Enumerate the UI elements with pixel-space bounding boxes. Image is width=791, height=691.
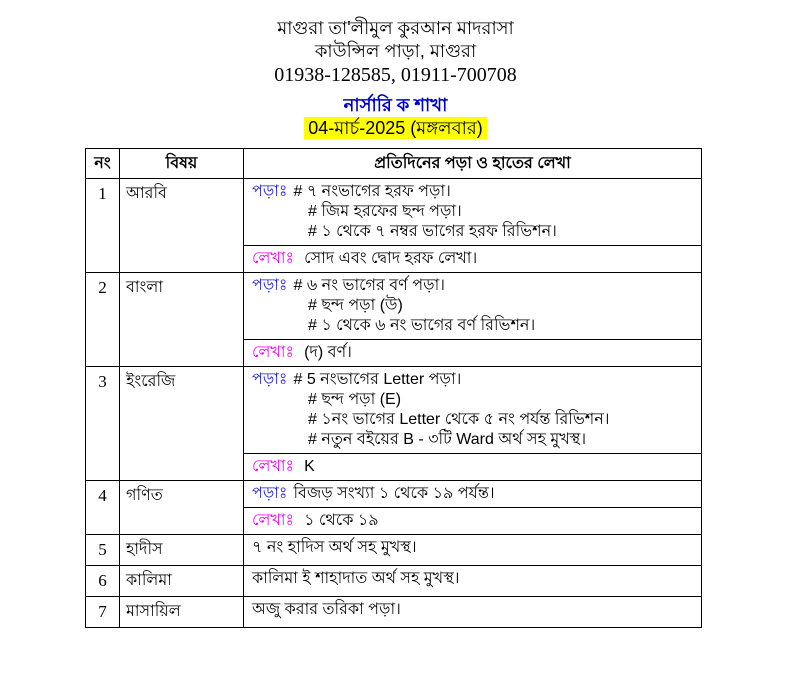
lesson-cell: কালিমা ই শাহাদাত অর্থ সহ মুখস্থ। xyxy=(244,566,702,597)
table-row xyxy=(86,179,702,246)
pora-line: # জিম হরফের ছন্দ পড়া। xyxy=(308,203,462,220)
lekha-cell xyxy=(244,454,702,481)
subject-cell: ইংরেজি xyxy=(120,367,244,481)
pora-label: পড়াঃ xyxy=(252,277,288,294)
column-header-serial: নং xyxy=(86,149,120,179)
column-header-subject: বিষয় xyxy=(120,149,244,179)
subject-cell: গণিত xyxy=(120,481,244,535)
lekha-text: (দ) বর্ণ। xyxy=(304,344,352,361)
pora-cell xyxy=(244,481,702,508)
table-row xyxy=(86,367,702,454)
lekha-text: ১ থেকে ১৯ xyxy=(304,512,379,529)
lekha-text: K xyxy=(304,458,315,475)
table-header-row xyxy=(86,149,702,179)
lekha-text: সোদ এবং দ্বোদ হরফ লেখা। xyxy=(304,250,478,267)
pora-label: পড়াঃ xyxy=(252,183,288,200)
class-section-title: নার্সারি ক শাখা xyxy=(343,95,448,115)
date-highlight: 04-মার্চ-2025 (মঙ্গলবার) xyxy=(304,117,486,139)
pora-line xyxy=(252,276,693,296)
lekha-label: লেখাঃ xyxy=(252,458,295,475)
lekha-cell xyxy=(244,340,702,367)
pora-line: # ১নং ভাগের Letter থেকে ৫ নং পর্যন্ত রিভিশন। xyxy=(308,411,610,428)
pora-line xyxy=(252,182,693,202)
pora-text: # ৭ নংভাগের হরফ পড়া। xyxy=(293,183,451,200)
lekha-label: লেখাঃ xyxy=(252,512,295,529)
pora-line: # ১ থেকে ৬ নং ভাগের বর্ণ রিভিশন। xyxy=(308,317,536,334)
pora-line xyxy=(252,370,693,390)
pora-cell xyxy=(244,367,702,454)
document-header xyxy=(0,16,791,139)
lesson-cell: অজু করার তরিকা পড়া। xyxy=(244,597,702,628)
subject-cell: বাংলা xyxy=(120,273,244,367)
pora-line: # ১ থেকে ৭ নম্বর ভাগের হরফ রিভিশন। xyxy=(308,223,557,240)
lekha-cell xyxy=(244,508,702,535)
pora-label: পড়াঃ xyxy=(252,371,288,388)
pora-line: # ছন্দ পড়া (উ) xyxy=(308,297,403,314)
phone-numbers: 01938-128585, 01911-700708 xyxy=(274,64,517,86)
pora-line: # নতুন বইয়ের B - ৩টি Ward অর্থ সহ মুখস্থ। xyxy=(308,431,587,448)
column-header-lesson: প্রতিদিনের পড়া ও হাতের লেখা xyxy=(244,149,702,179)
subject-cell: মাসায়িল xyxy=(120,597,244,628)
pora-text: বিজড় সংখ্যা ১ থেকে ১৯ পর্যন্ত। xyxy=(293,485,495,502)
pora-cell xyxy=(244,179,702,246)
lesson-cell: ৭ নং হাদিস অর্থ সহ মুখস্থ। xyxy=(244,535,702,566)
table-row xyxy=(86,273,702,340)
pora-line: # ছন্দ পড়া (E) xyxy=(308,391,402,408)
pora-cell xyxy=(244,273,702,340)
serial-cell: 4 xyxy=(86,481,120,535)
lekha-cell xyxy=(244,246,702,273)
table-row xyxy=(86,481,702,508)
date-line xyxy=(0,117,791,139)
table-row xyxy=(86,597,702,628)
serial-cell: 6 xyxy=(86,566,120,597)
pora-text: # 5 নংভাগের Letter পড়া। xyxy=(293,371,462,388)
subject-cell: হাদীস xyxy=(120,535,244,566)
org-name: মাগুরা তা'লীমুল কুরআন মাদরাসা xyxy=(277,18,514,38)
lekha-label: লেখাঃ xyxy=(252,344,295,361)
serial-cell: 3 xyxy=(86,367,120,481)
org-address: কাউন্সিল পাড়া, মাগুরা xyxy=(314,41,477,61)
table-row xyxy=(86,535,702,566)
lekha-label: লেখাঃ xyxy=(252,250,295,267)
serial-cell: 7 xyxy=(86,597,120,628)
subject-cell: আরবি xyxy=(120,179,244,273)
pora-line xyxy=(252,484,693,504)
lesson-table xyxy=(85,148,702,628)
table-row xyxy=(86,566,702,597)
serial-cell: 1 xyxy=(86,179,120,273)
subject-cell: কালিমা xyxy=(120,566,244,597)
pora-label: পড়াঃ xyxy=(252,485,288,502)
serial-cell: 2 xyxy=(86,273,120,367)
pora-text: # ৬ নং ভাগের বর্ণ পড়া। xyxy=(293,277,445,294)
serial-cell: 5 xyxy=(86,535,120,566)
